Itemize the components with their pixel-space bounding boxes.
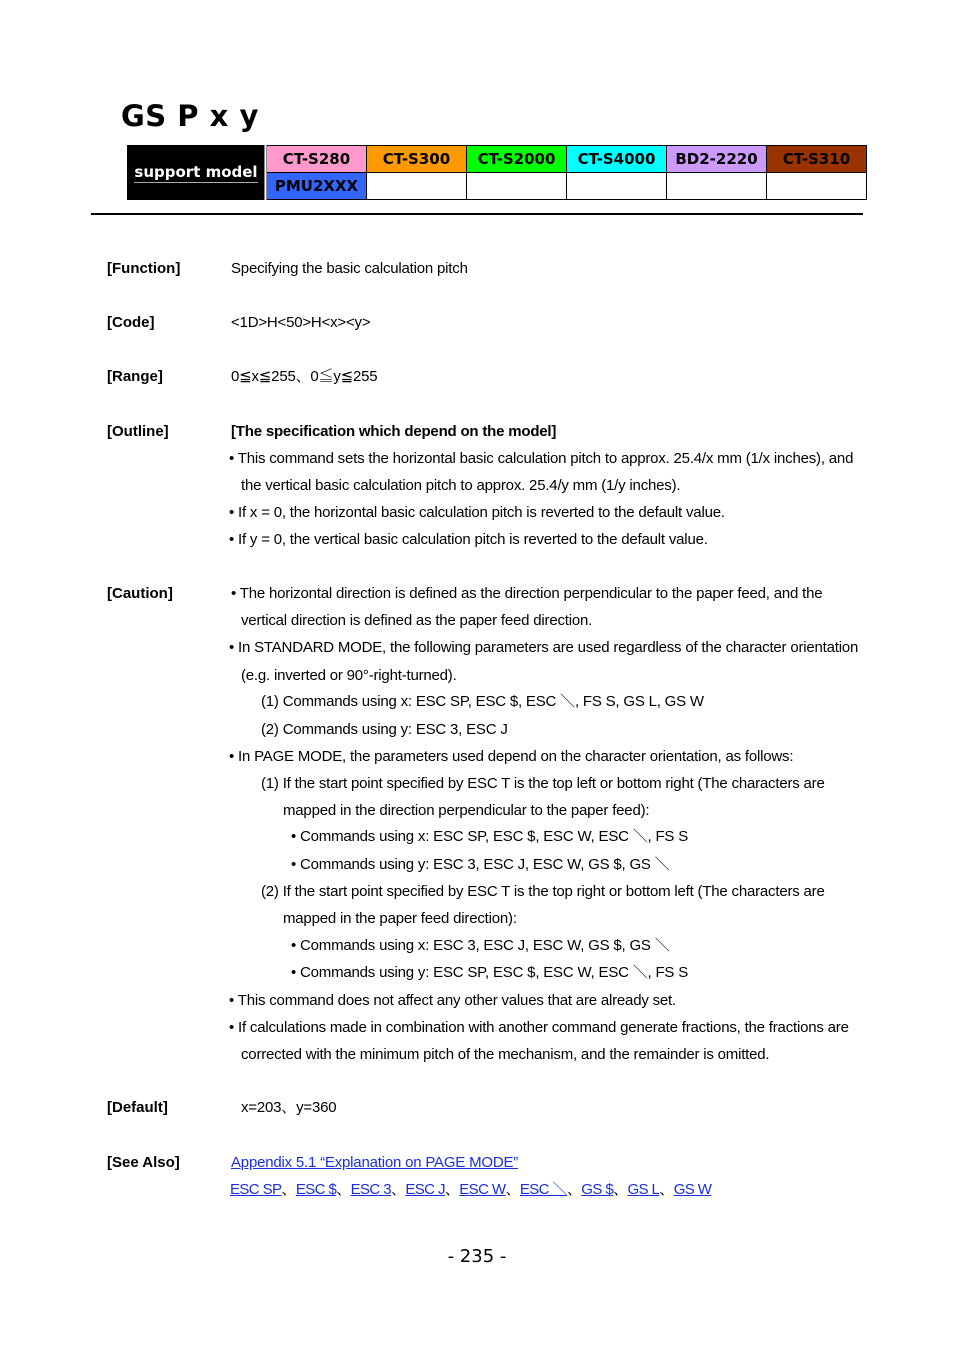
caution-line: mapped in the direction perpendicular to the paper feed): [283,802,650,819]
outline-line: • If y = 0, the vertical basic calculation pitch is reverted to the default value. [229,531,708,548]
caution-line: (2) If the start point specified by ESC T is the top right or bottom left (The characters are [261,883,825,900]
link-esc-sp[interactable]: ESC SP [230,1181,282,1198]
caution-line: (e.g. inverted or 90°-right-turned). [241,667,457,684]
model-cell: BD2-2220 [667,146,767,173]
range-label: [Range] [107,368,163,385]
caution-line: • In PAGE MODE, the parameters used depend on the character orientation, as follows: [229,748,794,765]
function-text: Specifying the basic calculation pitch [231,260,468,277]
header-divider [91,213,863,215]
model-cell: CT-S310 [767,146,867,173]
link-esc-3[interactable]: ESC 3 [350,1181,391,1198]
model-cell [667,173,767,200]
caution-line: corrected with the minimum pitch of the mechanism, and the remainder is omitted. [241,1046,770,1063]
see-also-label: [See Also] [107,1154,180,1171]
outline-line: the vertical basic calculation pitch to approx. 25.4/y mm (1/y inches). [241,477,681,494]
caution-line: • The horizontal direction is defined as the direction perpendicular to the paper feed, and the [231,585,823,602]
code-label: [Code] [107,314,155,331]
separator: 、 [390,1181,406,1198]
caution-line: (1) Commands using x: ESC SP, ESC $, ESC ＼, FS S, GS L, GS W [261,693,704,710]
page-title: GS P x y [121,99,259,133]
caution-line: • Commands using x: ESC 3, ESC J, ESC W, GS $, GS ＼ [291,937,670,954]
support-model-label: support model [128,146,266,200]
model-cell: CT-S280 [266,146,367,173]
model-cell [767,173,867,200]
see-also-links-row [230,1176,711,1203]
link-esc-dollar[interactable]: ESC $ [295,1181,337,1198]
separator: 、 [659,1181,674,1198]
separator: 、 [566,1181,582,1198]
model-cell [367,173,467,200]
code-text: <1D>H<50>H<x><y> [231,314,371,331]
outline-heading: [The specification which depend on the model] [231,423,557,440]
caution-line: vertical direction is defined as the paper feed direction. [241,612,593,629]
caution-line: • In STANDARD MODE, the following parameters are used regardless of the character orientation [229,639,859,656]
page-number: - 235 - [447,1246,507,1267]
default-text: x=203、y=360 [241,1099,337,1116]
support-model-table [127,145,867,200]
caution-line: • Commands using y: ESC 3, ESC J, ESC W, GS $, GS ＼ [291,856,670,873]
link-gs-w[interactable]: GS W [673,1181,712,1198]
caution-line: • Commands using y: ESC SP, ESC $, ESC W, ESC ＼, FS S [291,964,689,981]
default-label: [Default] [107,1099,168,1116]
link-esc-j[interactable]: ESC J [405,1181,445,1198]
outline-line: • This command sets the horizontal basic calculation pitch to approx. 25.4/x mm (1/x inches), and [229,450,854,467]
separator: 、 [505,1181,520,1198]
separator: 、 [613,1181,628,1198]
model-cell: PMU2XXX [266,173,367,200]
separator: 、 [336,1181,351,1198]
see-also-appendix-row [231,1149,518,1176]
link-esc-backslash[interactable]: ESC ＼ [519,1181,567,1198]
separator: 、 [444,1181,460,1198]
separator: 、 [281,1181,296,1198]
model-cell [567,173,667,200]
range-text: 0≦x≦255、0≦y≦255 [231,368,378,385]
model-cell: CT-S2000 [467,146,567,173]
caution-line: (1) If the start point specified by ESC T is the top left or bottom right (The characters are [261,775,825,792]
caution-line: (2) Commands using y: ESC 3, ESC J [261,721,508,738]
caution-line: • If calculations made in combination with another command generate fractions, the fractions are [229,1019,849,1036]
outline-label: [Outline] [107,423,169,440]
caution-line: mapped in the paper feed direction): [283,910,517,927]
link-esc-w[interactable]: ESC W [459,1181,506,1198]
appendix-link[interactable]: Appendix 5.1 “Explanation on PAGE MODE” [231,1154,519,1171]
caution-line: • This command does not affect any other values that are already set. [229,992,676,1009]
outline-line: • If x = 0, the horizontal basic calculation pitch is reverted to the default value. [229,504,725,521]
caution-label: [Caution] [107,585,173,602]
model-cell: CT-S4000 [567,146,667,173]
function-label: [Function] [107,260,181,277]
model-cell [467,173,567,200]
model-cell: CT-S300 [367,146,467,173]
caution-line: • Commands using x: ESC SP, ESC $, ESC W, ESC ＼, FS S [291,828,689,845]
link-gs-dollar[interactable]: GS $ [581,1181,614,1198]
link-gs-l[interactable]: GS L [627,1181,660,1198]
